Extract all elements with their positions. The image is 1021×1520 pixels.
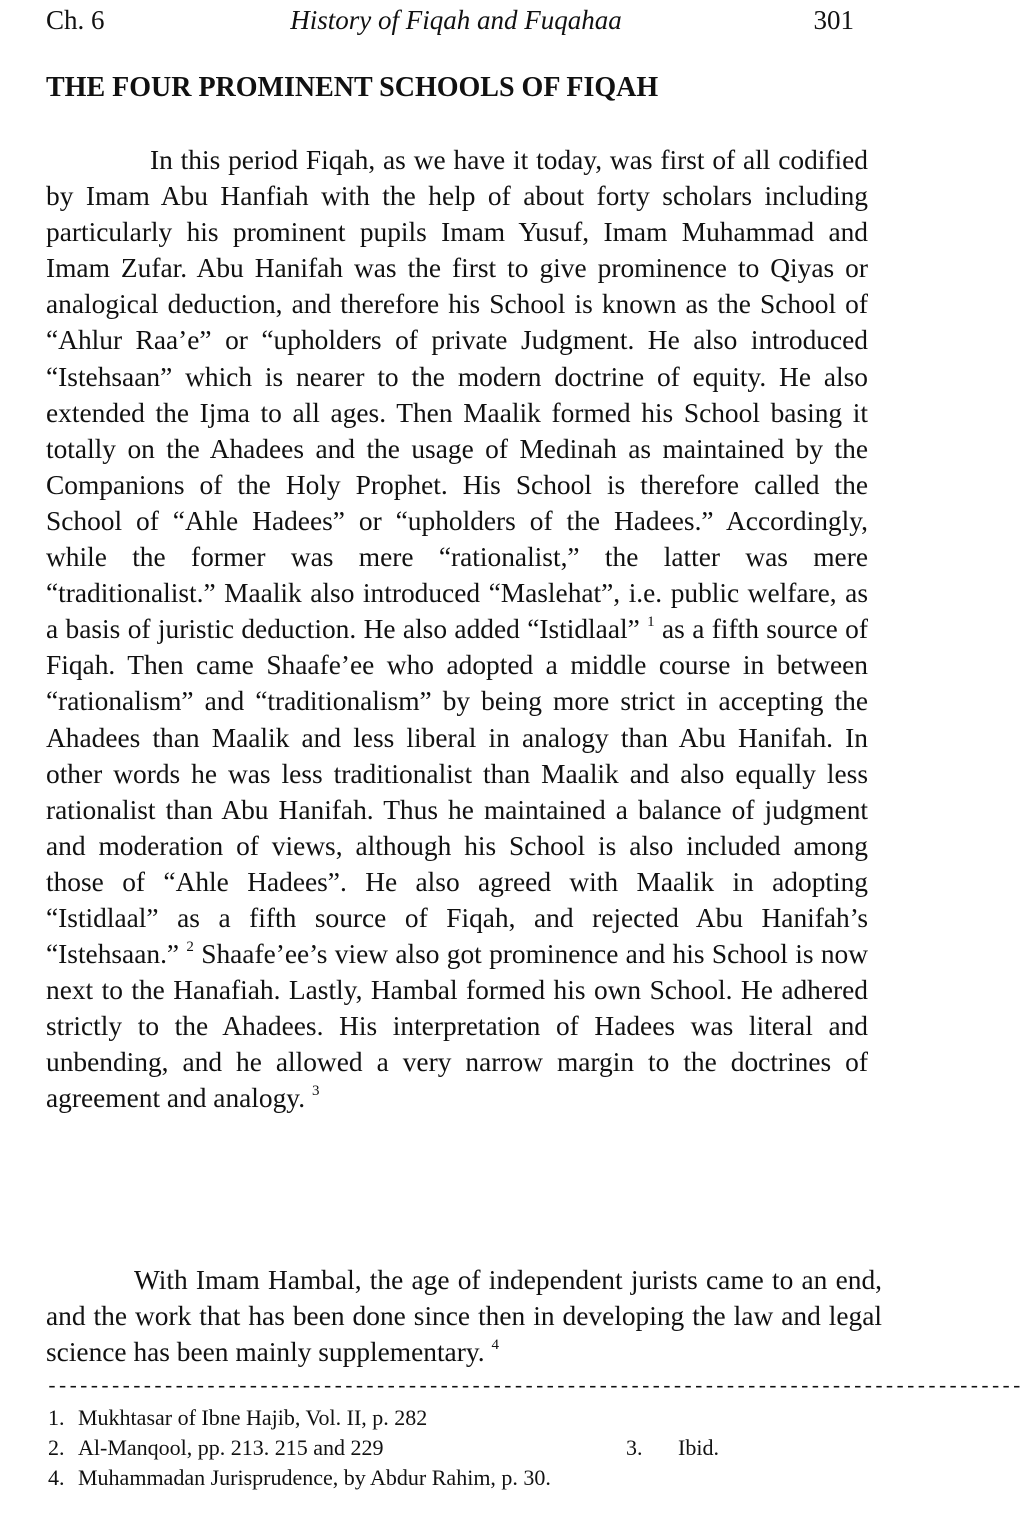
footnote-number: 2. [48, 1435, 65, 1460]
footnote-ref-1: 1 [647, 614, 655, 631]
footnote-inline [626, 1433, 719, 1463]
footnote-separator: -------------------------------------------------------------------------------------------- [46, 1376, 1021, 1399]
footnote-ref-3: 3 [311, 1083, 320, 1100]
footnote-ref-4: 4 [491, 1337, 499, 1353]
footnote-number: 3. [626, 1435, 643, 1460]
book-title: History of Fiqah and Fuqahaa [290, 5, 622, 35]
section-title: THE FOUR PROMINENT SCHOOLS OF FIQAH [46, 72, 659, 103]
paragraph-text: In this period Fiqah, as we have it today, was first of all codified by Imam Abu Hanfiah with the help of about forty scholars including particularly his prominent pupils Imam Yusuf, Imam Muhammad and Imam Zufar. Abu Hanifah was the first to give prominence to Qiyas or analogical deduction, and therefore his School is known as the School of “Ahlur Raa’e” or “upholders of private Judgment. He also introduced “Istehsaan” which is nearer to the modern doctrine of equity. He also extended the Ijma to all ages. Then Maalik formed his School basing it totally on the Ahadees and the usage of Medinah as maintained by the Companions of the Holy Prophet. His School is therefore called the School of “Ahle Hadees” or “upholders of the Hadees.” Accordingly, while the former was mere “rationalist,” the latter was mere “traditionalist.” Maalik also introduced “Maslehat”, i.e. public welfare, as a basis of juristic deduction. He also added “Istidlaal” [46, 145, 868, 645]
footnote-text: Muhammadan Jurisprudence, by Abdur Rahim, p. 30. [78, 1465, 551, 1490]
paragraph-text: With Imam Hambal, the age of independent jurists came to an end, and the work that has been done since then in developing the law and legal science has been mainly supplementary. [46, 1265, 882, 1367]
paragraph-text: as a fifth source of Fiqah. Then came Shaafe’ee who adopted a middle course in between “rationalism” and “traditionalism” by being more strict in accepting the Ahadees than Maalik and less liberal in analogy than Abu Hanifah. In other words he was less traditionalist than Maalik and also equally less rationalist than Abu Hanifah. Thus he maintained a balance of judgment and moderation of views, although his School is also included among those of “Ahle Hadees”. He also agreed with Maalik in adopting “Istidlaal” as a fifth source of Fiqah, and rejected Abu Hanifah’s “Istehsaan.” [46, 614, 868, 970]
chapter-label: Ch. 6 [46, 5, 105, 35]
footnote-text: Mukhtasar of Ibne Hajib, Vol. II, p. 282 [78, 1405, 428, 1430]
footnote-ref-2: 2 [186, 939, 194, 956]
footnote-line [48, 1463, 748, 1493]
footnote-number: 1. [48, 1405, 65, 1430]
paragraph-text: Shaafe’ee’s view also got prominence and his School is now next to the Hanafiah. Lastly, Hambal formed his own School. He adhered strictly to the Ahadees. His interpretation of Hadees was literal and unbending, and he allowed a very narrow margin to the doctrines of agreement and analogy. [46, 939, 868, 1114]
page-number: 301 [813, 5, 854, 35]
footnotes [48, 1403, 748, 1493]
footnote-text: Al-Manqool, pp. 213. 215 and 229 [78, 1435, 384, 1460]
running-header [46, 2, 866, 38]
body-paragraph-2 [46, 1262, 882, 1370]
footnote-text: Ibid. [678, 1435, 719, 1460]
footnote-line [48, 1433, 748, 1463]
footnote-number: 4. [48, 1465, 65, 1490]
footnote-line [48, 1403, 748, 1433]
body-paragraph-1 [46, 142, 868, 1117]
